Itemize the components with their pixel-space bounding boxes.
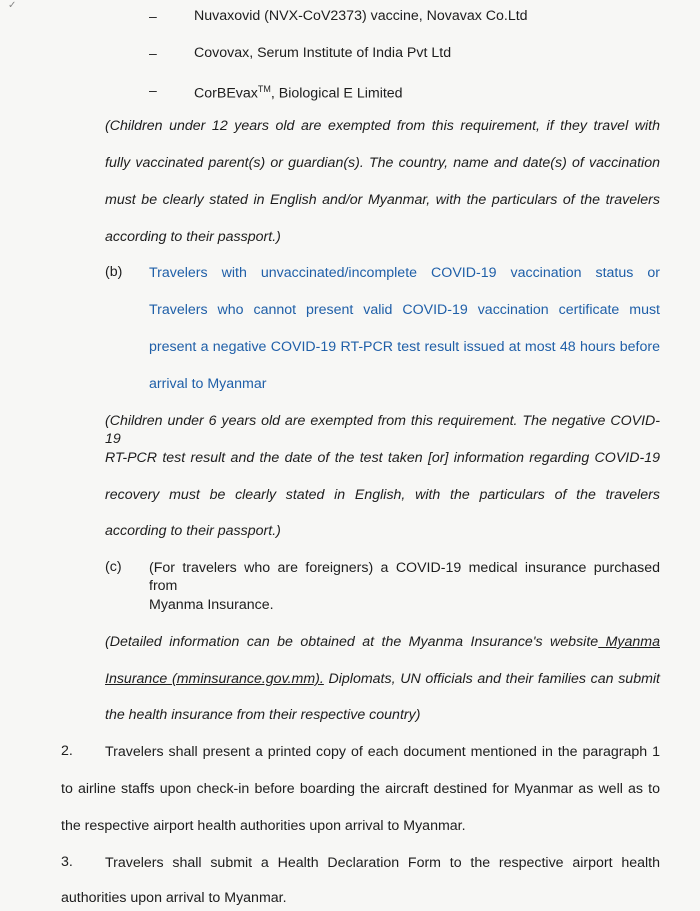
vaccine-item: Covovax, Serum Institute of India Pvt Ltd xyxy=(194,45,452,61)
note-c-line: the health insurance from their respective country) xyxy=(105,707,421,723)
note-b-line: according to their passport.) xyxy=(105,523,281,539)
note-a-line: must be clearly stated in English and/or Myanmar, with the particulars of the travelers xyxy=(105,192,660,208)
note-c-text: Diplomats, UN officials and their families can submit xyxy=(323,671,660,687)
item-c-marker: (c) xyxy=(105,559,122,575)
note-c-line xyxy=(105,670,660,688)
item-b-line: Travelers who cannot present valid COVID-19 vaccination certificate must xyxy=(149,302,660,318)
para-2-line: Travelers shall present a printed copy of each document mentioned in the paragraph 1 xyxy=(105,744,660,760)
note-a-line: fully vaccinated parent(s) or guardian(s). The country, name and date(s) of vaccination xyxy=(105,155,660,171)
para-3-line: authorities upon arrival to Myanmar. xyxy=(61,890,287,906)
corner-check-mark: ✓ xyxy=(8,0,17,11)
insurance-website-link[interactable]: Myanma xyxy=(598,634,660,650)
item-b-line: Travelers with unvaccinated/incomplete COVID-19 vaccination status or xyxy=(149,265,660,281)
para-3-line: Travelers shall submit a Health Declaration Form to the respective airport health xyxy=(105,855,660,871)
list-dash: – xyxy=(149,82,157,98)
insurance-website-link-cont[interactable]: Insurance (mminsurance.gov.mm). xyxy=(105,671,324,687)
note-c-line xyxy=(105,633,660,651)
para-2-line: to airline staffs upon check-in before boarding the aircraft destined for Myanmar as well as to xyxy=(61,781,660,797)
vaccine-name: CorBEvax xyxy=(194,85,258,102)
note-b-line: (Children under 6 years old are exempted from this requirement. The negative COVID-19 xyxy=(105,413,660,447)
item-c-line: (For travelers who are foreigners) a COVID-19 medical insurance purchased from xyxy=(149,560,660,594)
vaccine-maker: , Biological E Limited xyxy=(270,85,403,102)
list-dash: – xyxy=(149,45,157,61)
item-b-line: arrival to Myanmar xyxy=(149,376,267,392)
note-a-line: according to their passport.) xyxy=(105,229,281,245)
para-2-line: the respective airport health authorities upon arrival to Myanmar. xyxy=(61,818,466,834)
para-3-number: 3. xyxy=(61,854,73,870)
vaccine-item xyxy=(194,80,403,103)
item-b-line: present a negative COVID-19 RT-PCR test result issued at most 48 hours before xyxy=(149,339,660,355)
note-c-text: (Detailed information can be obtained at the Myanma Insurance's website xyxy=(105,634,599,650)
item-b-marker: (b) xyxy=(105,264,123,280)
para-2-number: 2. xyxy=(61,743,73,759)
list-dash: – xyxy=(149,8,157,24)
vaccine-item: Nuvaxovid (NVX-CoV2373) vaccine, Novavax Co.Ltd xyxy=(194,8,528,24)
note-b-line: RT-PCR test result and the date of the test taken [or] information regarding COVID-19 xyxy=(105,450,660,466)
note-b-line: recovery must be clearly stated in English, with the particulars of the travelers xyxy=(105,487,660,503)
note-a-line: (Children under 12 years old are exempted from this requirement, if they travel with xyxy=(105,118,660,134)
item-c-line: Myanma Insurance. xyxy=(149,597,274,613)
trademark-sup: TM xyxy=(257,84,271,94)
